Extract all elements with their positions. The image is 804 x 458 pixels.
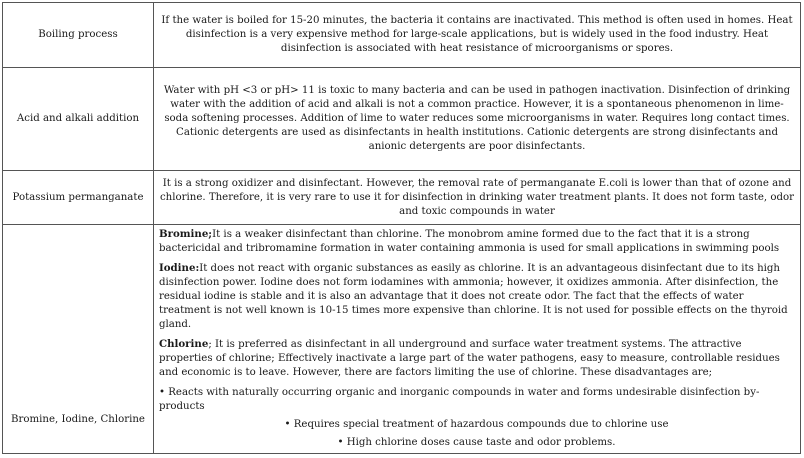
table-row [3,3,801,68]
description-cell: If the water is boiled for 15-20 minutes, the bacteria it contains are inactivated. This method is often used in homes. Heat disinfection is a very expensive method for large-scale applications, but is widely used in the food industry. Heat disinfection is associated with heat resistance of microorganisms or spores. [154,3,801,68]
bullet-item: • Requires special treatment of hazardous compounds due to chlorine use [284,419,669,430]
table-row [3,68,801,171]
bromine-term: Bromine; [159,228,213,240]
iodine-text: It does not react with organic substances as easily as chlorine. It is an advantageous disinfectant due to its high disinfection power. Iodine does not form iodamines with ammonia; however, it oxidizes ammonia. After disinfection, the residual iodine is stable and it is also an advantage that it does not create odor. The fact that the effects of water treatment is not well known is 10-15 times more expensive than chlorine. It is not used for possible effects on the thyroid gland. [159,263,788,330]
iodine-term: Iodine: [159,262,200,274]
bromine-text: It is a weaker disinfectant than chlorine. The monobrom amine formed due to the fact that it is a strong bactericidal and tribromamine formation in water containing ammonia is used for small applications in swimming pools [159,229,780,254]
method-cell: Bromine, Iodine, Chlorine [3,225,154,454]
method-cell: Boiling process [3,3,154,68]
method-cell: Acid and alkali addition [3,68,154,171]
table-row [3,171,801,225]
disinfection-methods-table [2,2,801,454]
bullet-item: • Reacts with naturally occurring organic and inorganic compounds in water and forms undesirable disinfection by-products [159,387,760,412]
chlorine-text: ; It is preferred as disinfectant in all underground and surface water treatment systems. The attractive properties of chlorine; Effectively inactivate a large part of the water pathogens, easy to measure, controllable residues and economic is to leave. However, there are factors limiting the use of chlorine. These disadvantages are; [159,339,780,378]
bullet-item: • High chlorine doses cause taste and odor problems. [337,437,616,448]
bromine-paragraph [159,227,794,256]
chlorine-paragraph [159,337,794,380]
description-cell: It is a strong oxidizer and disinfectant. However, the removal rate of permanganate E.coli is lower than that of ozone and chlorine. Therefore, it is very rare to use it for disinfection in drinking water treatment plants. It does not form taste, odor and toxic compounds in water [154,171,801,225]
iodine-paragraph [159,261,794,332]
table-row [3,225,801,454]
description-cell [154,225,801,454]
chlorine-term: Chlorine [159,338,209,350]
method-cell: Potassium permanganate [3,171,154,225]
description-cell: Water with pH <3 or pH> 11 is toxic to many bacteria and can be used in pathogen inactivation. Disinfection of drinking water with the addition of acid and alkali is not a common practice. However, it is a spontaneous phenomenon in lime-soda softening processes. Addition of lime to water reduces some microorganisms in water. Requires long contact times. Cationic detergents are used as disinfectants in health institutions. Cationic detergents are strong disinfectants and anionic detergents are poor disinfectants. [154,68,801,171]
